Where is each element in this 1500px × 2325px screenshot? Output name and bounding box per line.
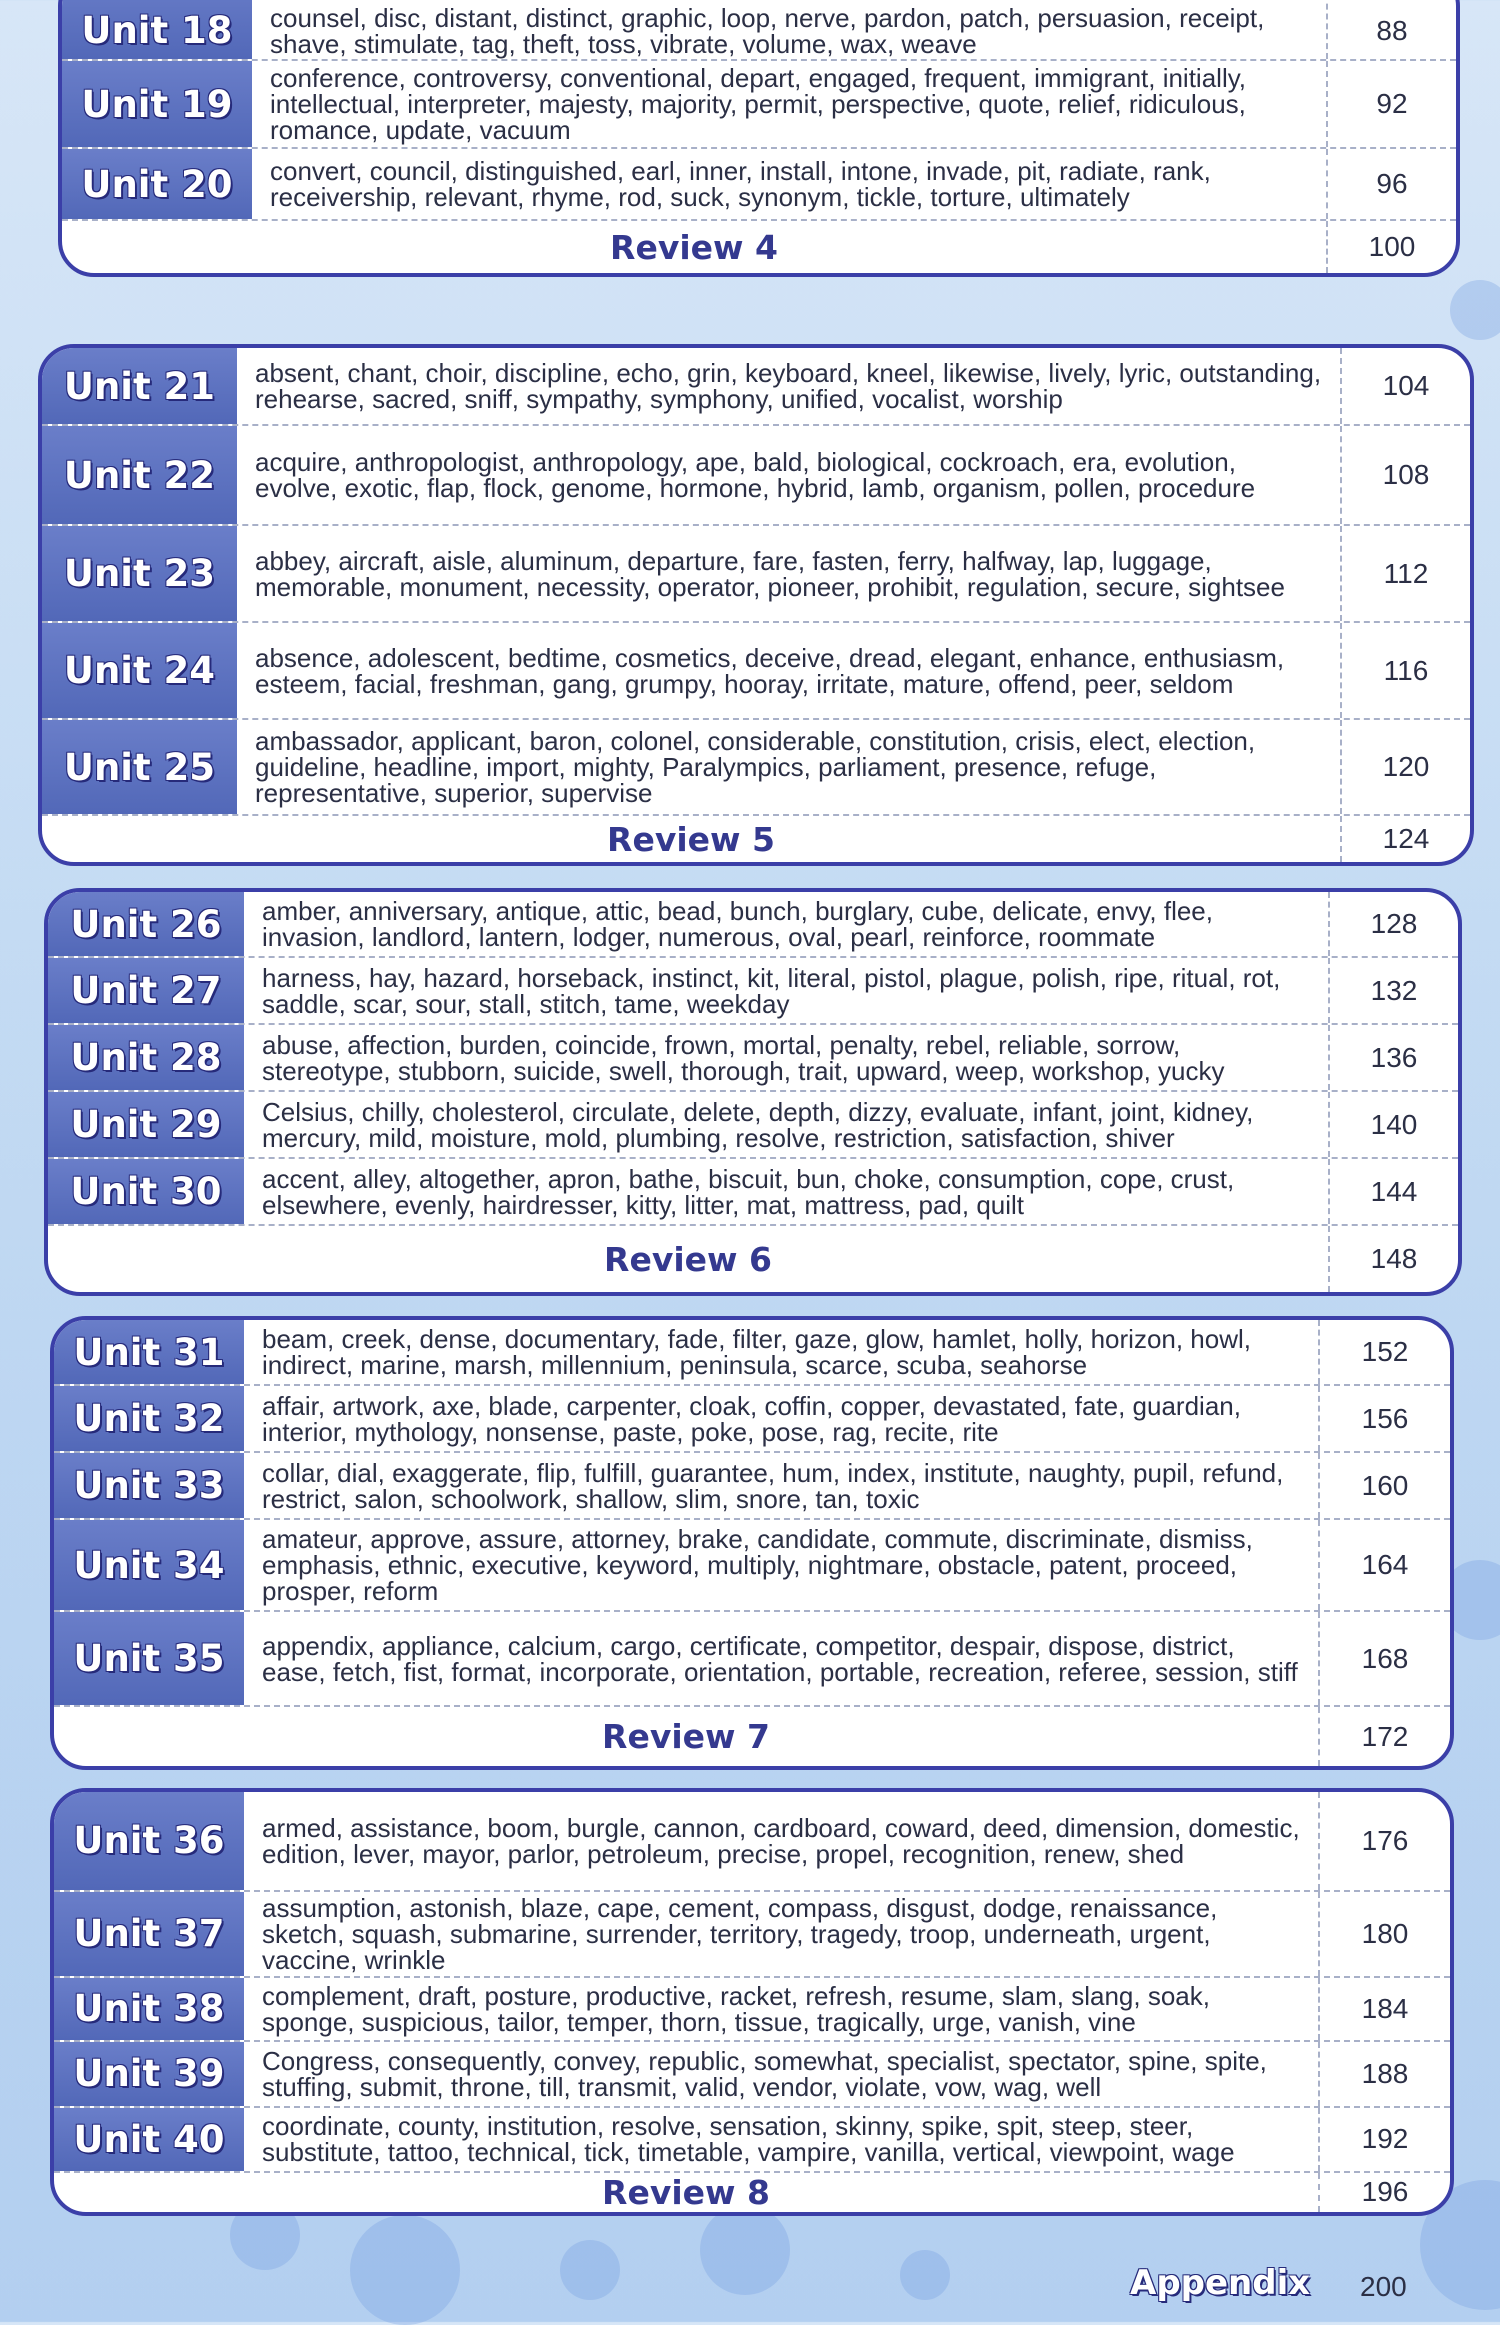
unit-page-number: 188	[1361, 2057, 1409, 2089]
unit-label: Unit 21	[42, 348, 237, 424]
unit-word-list: counsel, disc, distant, distinct, graphic, loop, nerve, pardon, patch, persuasion, receipt, shave, stimulate, tag, theft, toss, vibrate, volume, wax, weave	[252, 0, 1328, 59]
unit-word-list: acquire, anthropologist, anthropology, ape, bald, biological, cockroach, era, evolution, evolve, exotic, flap, flock, genome, hormone, hybrid, lamb, organism, pollen, procedure	[237, 426, 1342, 524]
unit-page-number: 144	[1370, 1175, 1418, 1207]
unit-word-list: absence, adolescent, bedtime, cosmetics, deceive, dread, elegant, enhance, enthusiasm, esteem, facial, freshman, gang, grumpy, hooray, irritate, mature, offend, peer, seldom	[237, 623, 1342, 718]
unit-label: Unit 29	[48, 1092, 244, 1157]
unit-word-list: convert, council, distinguished, earl, inner, install, intone, invade, pit, radiate, rank, receivership, relevant, rhyme, rod, suck, synonym, tickle, torture, ultimately	[252, 149, 1328, 219]
unit-word-list: amber, anniversary, antique, attic, bead, bunch, burglary, cube, delicate, envy, flee, invasion, landlord, lantern, lodger, numerous, oval, pearl, reinforce, roommate	[244, 892, 1330, 956]
unit-word-list: collar, dial, exaggerate, flip, fulfill, guarantee, hum, index, institute, naughty, pupil, refund, restrict, salon, schoolwork, shallow, slim, snore, tan, toxic	[244, 1453, 1320, 1518]
unit-page-number: 168	[1361, 1642, 1409, 1674]
unit-word-list: assumption, astonish, blaze, cape, cement, compass, disgust, dodge, renaissance, sketch, squash, submarine, surrender, territory, tragedy, troop, underneath, urgent, vaccine, wrinkle	[244, 1892, 1320, 1976]
review-row[interactable]	[62, 221, 1456, 273]
review-row[interactable]	[54, 1707, 1450, 1766]
background-bubble	[560, 2240, 620, 2300]
unit-page-number: 152	[1361, 1336, 1409, 1367]
unit-row[interactable]	[42, 720, 1470, 816]
unit-label: Unit 38	[54, 1978, 244, 2040]
review-row[interactable]	[54, 2173, 1450, 2212]
unit-row[interactable]	[42, 426, 1470, 526]
background-bubble	[350, 2215, 460, 2325]
unit-page-number: 96	[1376, 168, 1408, 199]
unit-label: Unit 22	[42, 426, 237, 524]
unit-row[interactable]	[54, 1978, 1450, 2042]
unit-label: Unit 26	[48, 892, 244, 956]
unit-row[interactable]	[54, 1520, 1450, 1612]
unit-word-list: amateur, approve, assure, attorney, brake, candidate, commute, discriminate, dismiss, emphasis, ethnic, executive, keyword, multiply, nightmare, obstacle, patent, proceed, prosper, reform	[244, 1520, 1320, 1610]
unit-word-list: Congress, consequently, convey, republic, somewhat, specialist, spectator, spine, spite, stuffing, submit, throne, till, transmit, valid, vendor, violate, vow, wag, well	[244, 2042, 1320, 2105]
unit-row[interactable]	[48, 1092, 1458, 1159]
review-label: Review 6	[48, 1226, 1330, 1292]
unit-label: Unit 25	[42, 720, 237, 814]
unit-row[interactable]	[48, 958, 1458, 1025]
unit-word-list: complement, draft, posture, productive, racket, refresh, resume, slam, slang, soak, sponge, suspicious, tailor, temper, thorn, tissue, tragically, urge, vanish, vine	[244, 1978, 1320, 2040]
unit-label: Unit 28	[48, 1025, 244, 1090]
unit-row[interactable]	[62, 61, 1456, 149]
unit-row[interactable]	[54, 1453, 1450, 1520]
unit-page-number: 192	[1361, 2123, 1409, 2155]
unit-label: Unit 19	[62, 61, 252, 147]
unit-label: Unit 30	[48, 1159, 244, 1224]
unit-row[interactable]	[48, 1159, 1458, 1226]
unit-row[interactable]	[54, 2042, 1450, 2107]
review-row[interactable]	[48, 1226, 1458, 1292]
unit-word-list: appendix, appliance, calcium, cargo, certificate, competitor, despair, dispose, district, ease, fetch, fist, format, incorporate, orientation, portable, recreation, referee, session, stiff	[244, 1612, 1320, 1705]
unit-page-number: 132	[1370, 974, 1418, 1006]
review-page-number: 196	[1361, 2176, 1409, 2208]
unit-page-number: 104	[1382, 370, 1430, 401]
review-page-number: 172	[1361, 1720, 1409, 1752]
unit-row[interactable]	[54, 2108, 1450, 2173]
unit-word-list: beam, creek, dense, documentary, fade, filter, gaze, glow, hamlet, holly, horizon, howl, indirect, marine, marsh, millennium, peninsula, scarce, scuba, seahorse	[244, 1320, 1320, 1384]
toc-section-5	[50, 1788, 1454, 2216]
unit-label: Unit 24	[42, 623, 237, 718]
unit-page-number: 112	[1383, 557, 1429, 589]
review-page-number: 100	[1368, 231, 1416, 262]
unit-label: Unit 18	[62, 0, 252, 59]
unit-row[interactable]	[62, 0, 1456, 61]
review-label: Review 5	[42, 816, 1342, 862]
unit-page-number: 184	[1361, 1992, 1409, 2024]
unit-page-number: 92	[1376, 88, 1408, 119]
appendix-page-number: 200	[1360, 2271, 1407, 2302]
unit-label: Unit 27	[48, 958, 244, 1023]
review-label: Review 7	[54, 1707, 1320, 1766]
unit-word-list: abuse, affection, burden, coincide, frown, mortal, penalty, rebel, reliable, sorrow, stereotype, stubborn, suicide, swell, thorough, trait, upward, weep, workshop, yucky	[244, 1025, 1330, 1090]
unit-row[interactable]	[48, 1025, 1458, 1092]
unit-label: Unit 35	[54, 1612, 244, 1705]
review-page-number: 124	[1382, 823, 1430, 854]
unit-row[interactable]	[62, 149, 1456, 221]
review-row[interactable]	[42, 816, 1470, 862]
unit-label: Unit 23	[42, 526, 237, 621]
unit-label: Unit 37	[54, 1892, 244, 1976]
unit-row[interactable]	[54, 1386, 1450, 1453]
unit-page-number: 180	[1361, 1917, 1409, 1949]
unit-row[interactable]	[42, 348, 1470, 426]
unit-word-list: harness, hay, hazard, horseback, instinct, kit, literal, pistol, plague, polish, ripe, ritual, rot, saddle, scar, sour, stall, stitch, tame, weekday	[244, 958, 1330, 1023]
unit-label: Unit 39	[54, 2042, 244, 2105]
unit-row[interactable]	[48, 892, 1458, 958]
unit-page-number: 88	[1376, 14, 1408, 46]
unit-page-number: 176	[1361, 1824, 1409, 1856]
review-label: Review 4	[62, 221, 1328, 273]
toc-section-4	[50, 1316, 1454, 1770]
toc-section-2	[38, 344, 1474, 866]
unit-row[interactable]	[42, 526, 1470, 623]
unit-page-number: 108	[1382, 459, 1430, 490]
unit-page-number: 128	[1370, 908, 1418, 939]
unit-label: Unit 36	[54, 1792, 244, 1890]
unit-page-number: 140	[1370, 1108, 1418, 1140]
unit-word-list: conference, controversy, conventional, depart, engaged, frequent, immigrant, initially, intellectual, interpreter, majesty, majority, permit, perspective, quote, relief, ridiculous, romance, update, vacuum	[252, 61, 1328, 147]
unit-word-list: ambassador, applicant, baron, colonel, considerable, constitution, crisis, elect, election, guideline, headline, import, mighty, Paralympics, parliament, presence, refuge, representative, superior, supervise	[237, 720, 1342, 814]
unit-word-list: affair, artwork, axe, blade, carpenter, cloak, coffin, copper, devastated, fate, guardian, interior, mythology, nonsense, paste, poke, pose, rag, recite, rite	[244, 1386, 1320, 1451]
unit-word-list: coordinate, county, institution, resolve, sensation, skinny, spike, spit, steep, steer, substitute, tattoo, technical, tick, timetable, vampire, vanilla, vertical, viewpoint, wage	[244, 2108, 1320, 2171]
unit-page-number: 160	[1361, 1469, 1409, 1501]
unit-row[interactable]	[54, 1320, 1450, 1386]
unit-row[interactable]	[54, 1612, 1450, 1707]
review-page-number: 148	[1370, 1243, 1418, 1274]
toc-section-3	[44, 888, 1462, 1296]
unit-page-number: 164	[1361, 1549, 1409, 1580]
unit-page-number: 116	[1383, 654, 1429, 686]
unit-row[interactable]	[54, 1892, 1450, 1978]
unit-word-list: Celsius, chilly, cholesterol, circulate, delete, depth, dizzy, evaluate, infant, joint, kidney, mercury, mild, moisture, mold, plumbing, resolve, restriction, satisfaction, shiver	[244, 1092, 1330, 1157]
background-bubble	[900, 2250, 950, 2300]
toc-section-1	[58, 0, 1460, 277]
review-label: Review 8	[54, 2173, 1320, 2212]
background-bubble	[1450, 280, 1500, 340]
unit-label: Unit 34	[54, 1520, 244, 1610]
unit-label: Unit 20	[62, 149, 252, 219]
unit-label: Unit 40	[54, 2108, 244, 2171]
unit-page-number: 136	[1370, 1041, 1418, 1073]
unit-word-list: absent, chant, choir, discipline, echo, grin, keyboard, kneel, likewise, lively, lyric, outstanding, rehearse, sacred, sniff, sympathy, symphony, unified, vocalist, worship	[237, 348, 1342, 424]
unit-word-list: accent, alley, altogether, apron, bathe, biscuit, bun, choke, consumption, cope, crust, elsewhere, evenly, hairdresser, kitty, litter, mat, mattress, pad, quilt	[244, 1159, 1330, 1224]
unit-label: Unit 32	[54, 1386, 244, 1451]
unit-word-list: abbey, aircraft, aisle, aluminum, departure, fare, fasten, ferry, halfway, lap, luggage, memorable, monument, necessity, operator, pioneer, prohibit, regulation, secure, sightsee	[237, 526, 1342, 621]
unit-row[interactable]	[54, 1792, 1450, 1892]
unit-row[interactable]	[42, 623, 1470, 720]
unit-page-number: 120	[1382, 751, 1430, 782]
unit-label: Unit 31	[54, 1320, 244, 1384]
unit-page-number: 156	[1361, 1402, 1409, 1434]
unit-label: Unit 33	[54, 1453, 244, 1518]
appendix-label[interactable]: Appendix	[1130, 2263, 1311, 2303]
background-bubble	[700, 2205, 790, 2295]
unit-word-list: armed, assistance, boom, burgle, cannon, cardboard, coward, deed, dimension, domestic, edition, lever, mayor, parlor, petroleum, precise, propel, recognition, renew, shed	[244, 1792, 1320, 1890]
